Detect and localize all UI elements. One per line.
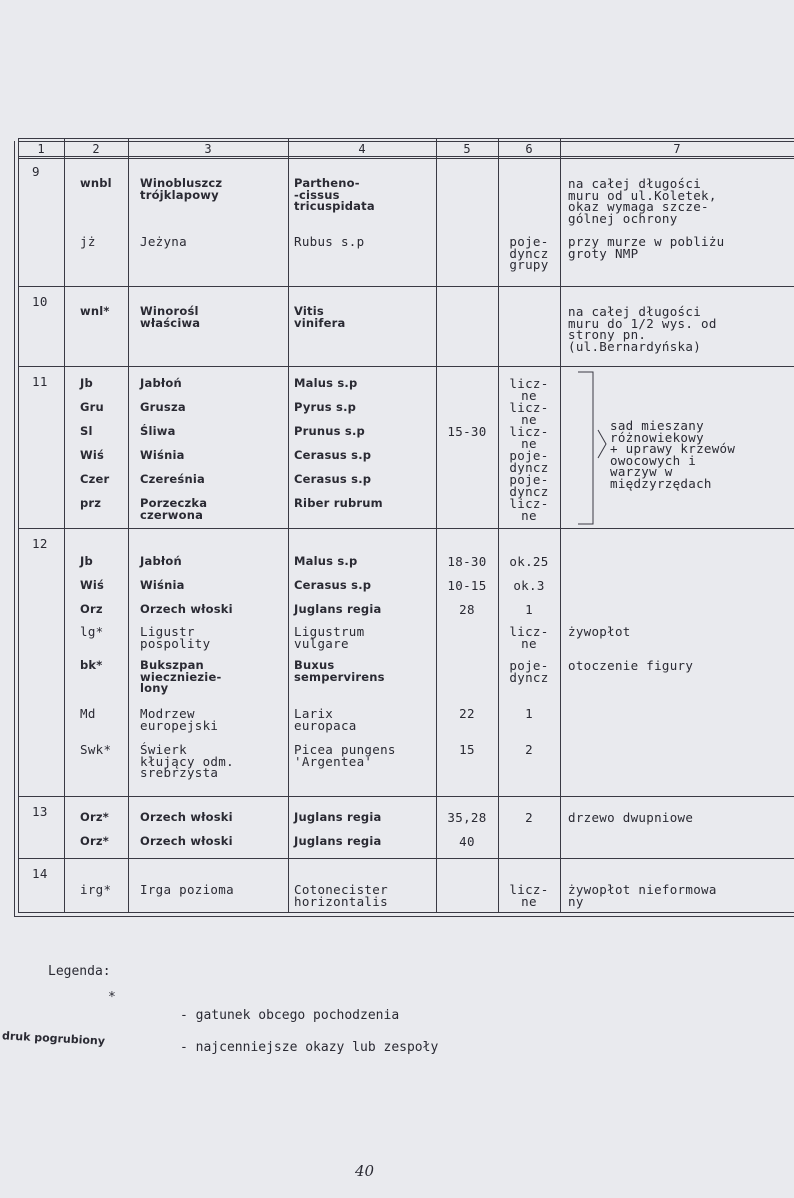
circumference-value: 22 bbox=[459, 706, 475, 721]
legend-key-asterisk: * bbox=[108, 990, 116, 1005]
species-code: Sl bbox=[80, 424, 93, 438]
column-rule bbox=[288, 138, 289, 912]
latin-name: Pyrus s.p bbox=[294, 400, 357, 414]
polish-name: Świerk kłujący odm. srebrzysta bbox=[140, 742, 234, 780]
polish-name: Jeżyna bbox=[140, 234, 187, 249]
polish-name: Grusza bbox=[140, 400, 186, 414]
polish-name: Modrzew europejski bbox=[140, 706, 219, 733]
table-rule bbox=[18, 796, 794, 797]
table-rule bbox=[18, 366, 794, 367]
column-rule bbox=[560, 138, 561, 912]
legend-key-bold: druk pogrubiony bbox=[1, 1029, 106, 1048]
count-value: licz- ne bbox=[509, 496, 549, 523]
count-value: licz- ne bbox=[509, 624, 549, 651]
latin-name: Ligustrum vulgare bbox=[294, 624, 365, 651]
latin-name: Juglans regia bbox=[294, 810, 382, 824]
row-number: 14 bbox=[32, 866, 48, 881]
polish-name: Orzech włoski bbox=[140, 834, 233, 848]
polish-name: Orzech włoski bbox=[140, 810, 233, 824]
latin-name: Malus s.p bbox=[294, 376, 358, 390]
legend-title: Legenda: bbox=[48, 964, 111, 979]
column-rule bbox=[18, 138, 19, 912]
table-rule bbox=[18, 912, 794, 913]
latin-name: Cerasus s.p bbox=[294, 578, 372, 592]
group-remarks: sad mieszany różnowiekowy + uprawy krzewów owocowych i warzyw w międzyrzędach bbox=[610, 418, 736, 491]
latin-name: Cotonecister horizontalis bbox=[294, 882, 388, 909]
table-rule bbox=[18, 286, 794, 287]
circumference-value: 10-15 bbox=[447, 578, 487, 593]
remarks-text: na całej długości muru od ul.Koletek, okaz wymaga szcze- gólnej ochrony bbox=[568, 176, 717, 226]
row-number: 12 bbox=[32, 536, 48, 551]
species-code: jż bbox=[80, 234, 96, 249]
polish-name: Czereśnia bbox=[140, 472, 205, 486]
species-code: Wiś bbox=[80, 578, 105, 592]
polish-name: Wiśnia bbox=[140, 448, 185, 462]
remarks-text: żywopłot nieformowa ny bbox=[568, 882, 717, 909]
count-value: poje- dyncz grupy bbox=[509, 234, 549, 272]
latin-name: Vitis vinifera bbox=[294, 304, 346, 330]
remarks-text: drzewo dwupniowe bbox=[568, 810, 694, 825]
row-number: 13 bbox=[32, 804, 48, 819]
table-rule bbox=[18, 528, 794, 529]
count-value: 2 bbox=[525, 810, 533, 825]
circumference-value: 35,28 bbox=[447, 810, 487, 825]
species-code: Jb bbox=[80, 376, 93, 390]
count-value: licz- ne bbox=[509, 424, 549, 451]
group-bracket bbox=[568, 366, 638, 526]
species-code: Czer bbox=[80, 472, 110, 486]
legend-text-asterisk: - gatunek obcego pochodzenia bbox=[180, 1008, 400, 1023]
column-rule bbox=[436, 138, 437, 912]
circumference-value: 40 bbox=[459, 834, 475, 849]
latin-name: Cerasus s.p bbox=[294, 448, 372, 462]
latin-name: Prunus s.p bbox=[294, 424, 365, 438]
species-code: bk* bbox=[80, 658, 103, 672]
table-rule bbox=[18, 156, 794, 157]
polish-name: Śliwa bbox=[140, 424, 176, 438]
remarks-text: otoczenie figury bbox=[568, 658, 694, 673]
column-header-7: 7 bbox=[673, 142, 681, 156]
count-value: ok.25 bbox=[509, 554, 549, 569]
latin-name: Juglans regia bbox=[294, 834, 382, 848]
latin-name: Malus s.p bbox=[294, 554, 358, 568]
table-rule bbox=[14, 916, 794, 917]
remarks-text: na całej długości muru do 1/2 wys. od strony pn. (ul.Bernardyńska) bbox=[568, 304, 717, 354]
count-value: poje- dyncz bbox=[509, 658, 549, 685]
column-header-2: 2 bbox=[92, 142, 100, 156]
column-header-5: 5 bbox=[463, 142, 471, 156]
column-rule bbox=[14, 141, 15, 916]
species-code: irg* bbox=[80, 882, 112, 897]
latin-name: Cerasus s.p bbox=[294, 472, 372, 486]
species-code: Orz* bbox=[80, 834, 109, 848]
species-code: Swk* bbox=[80, 742, 112, 757]
row-number: 10 bbox=[32, 294, 48, 309]
column-header-3: 3 bbox=[204, 142, 212, 156]
circumference-value: 28 bbox=[459, 602, 475, 617]
table-rule bbox=[18, 858, 794, 859]
latin-name: Partheno- -cissus tricuspidata bbox=[294, 176, 375, 213]
polish-name: Orzech włoski bbox=[140, 602, 233, 616]
latin-name: Buxus sempervirens bbox=[294, 658, 385, 684]
polish-name: Wiśnia bbox=[140, 578, 185, 592]
polish-name: Ligustr pospolity bbox=[140, 624, 211, 651]
species-code: Orz* bbox=[80, 810, 109, 824]
count-value: licz- ne bbox=[509, 882, 549, 909]
page-number: 40 bbox=[355, 1162, 375, 1180]
legend-text-bold: - najcenniejsze okazy lub zespoły bbox=[180, 1040, 439, 1055]
count-value: poje- dyncz bbox=[509, 472, 549, 499]
row-number: 11 bbox=[32, 374, 48, 389]
latin-name: Juglans regia bbox=[294, 602, 382, 616]
latin-name: Rubus s.p bbox=[294, 234, 365, 249]
count-value: 2 bbox=[525, 742, 533, 757]
circumference-value: 18-30 bbox=[447, 554, 487, 569]
group-circumference: 15-30 bbox=[447, 424, 487, 439]
latin-name: Larix europaca bbox=[294, 706, 357, 733]
species-code: Md bbox=[80, 706, 96, 721]
count-value: 1 bbox=[525, 706, 533, 721]
count-value: licz- ne bbox=[509, 400, 549, 427]
row-number: 9 bbox=[32, 164, 40, 179]
column-rule bbox=[128, 138, 129, 912]
circumference-value: 15 bbox=[459, 742, 475, 757]
species-code: Gru bbox=[80, 400, 104, 414]
polish-name: Jabłoń bbox=[140, 554, 182, 568]
species-code: Jb bbox=[80, 554, 93, 568]
polish-name: Bukszpan wieczniezie- lony bbox=[140, 658, 222, 695]
column-header-1: 1 bbox=[37, 142, 45, 156]
count-value: 1 bbox=[525, 602, 533, 617]
species-code: lg* bbox=[80, 624, 104, 639]
count-value: licz- ne bbox=[509, 376, 549, 403]
latin-name: Riber rubrum bbox=[294, 496, 383, 510]
polish-name: Irga pozioma bbox=[140, 882, 234, 897]
species-code: Orz bbox=[80, 602, 103, 616]
column-header-4: 4 bbox=[358, 142, 366, 156]
table-rule bbox=[18, 158, 794, 159]
species-code: Wiś bbox=[80, 448, 105, 462]
polish-name: Winorośl właściwa bbox=[140, 304, 201, 330]
remarks-text: żywopłot bbox=[568, 624, 631, 639]
species-code: prz bbox=[80, 496, 102, 510]
count-value: ok.3 bbox=[513, 578, 545, 593]
latin-name: Picea pungens 'Argentea' bbox=[294, 742, 396, 769]
polish-name: Porzeczka czerwona bbox=[140, 496, 208, 522]
remarks-text: przy murze w pobliżu groty NMP bbox=[568, 234, 725, 261]
polish-name: Winobluszcz trójklapowy bbox=[140, 176, 223, 202]
polish-name: Jabłoń bbox=[140, 376, 182, 390]
species-code: wnl* bbox=[80, 304, 110, 318]
species-code: wnbl bbox=[80, 176, 112, 190]
column-header-6: 6 bbox=[525, 142, 533, 156]
table-rule bbox=[18, 138, 794, 139]
count-value: poje- dyncz bbox=[509, 448, 549, 475]
column-rule bbox=[64, 138, 65, 912]
